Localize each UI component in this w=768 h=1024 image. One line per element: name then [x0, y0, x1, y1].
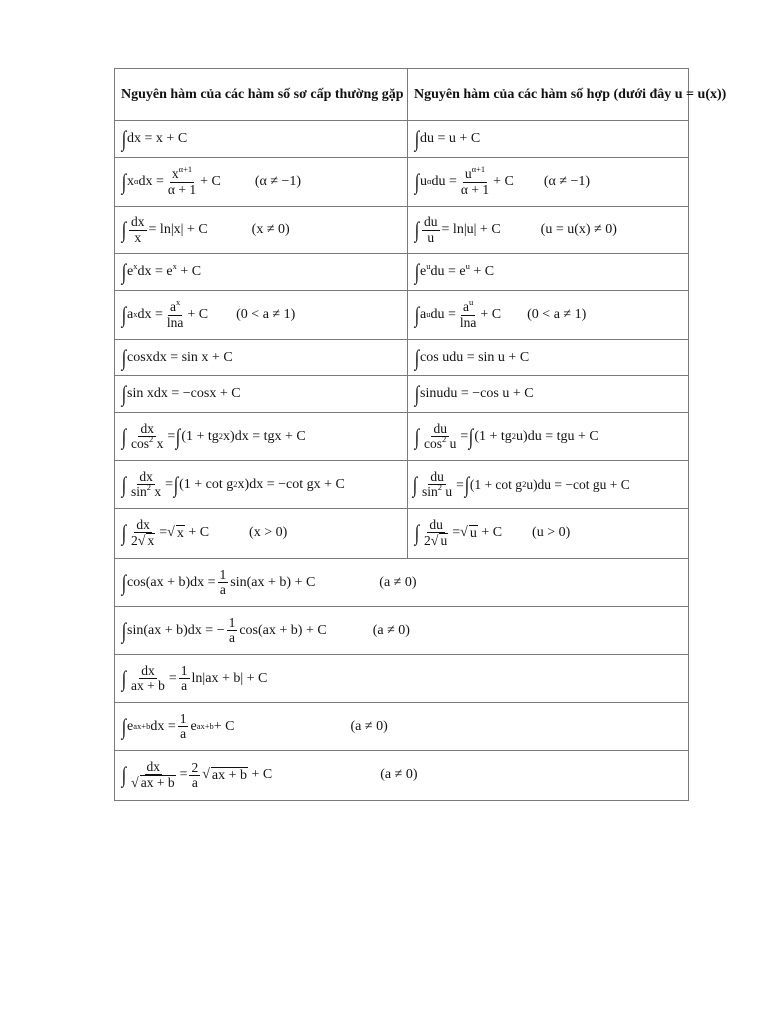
- formula-exp-linear: ∫ e $^{ax+b}$ dx = $\frac{1}{a}$ e $^{ax+b}$ + C (a ≠ 0): [115, 703, 689, 751]
- table-row: [115, 254, 689, 291]
- table-row: [115, 559, 689, 607]
- condition-label: (x > 0): [249, 525, 288, 541]
- formula-inv-sqrt-u: ∫ $\frac{du}{2√ u}$ = √ u + C (u > 0): [408, 509, 689, 559]
- condition-label: (0 < a ≠ 1): [527, 307, 587, 322]
- condition-label: (α ≠ −1): [543, 174, 591, 189]
- formula-sin-linear: ∫ sin(ax + b)dx = − $\frac{1}{a}$ cos(ax + b) + C (a ≠ 0): [115, 607, 689, 655]
- formula-ax: ∫ a $^x$ dx = $\frac{a^x}{\ln a}$ + C (0 < a ≠ 1): [115, 291, 408, 340]
- formula-reciprocal-u: ∫ $\frac{du}{u}$ = ln|u| + C (u = u(x) ≠ 0): [408, 207, 689, 254]
- condition-label: (u = u(x) ≠ 0): [540, 222, 617, 237]
- condition-label: (u > 0): [532, 525, 571, 541]
- formula-exp-x: $\int e^xdx = e^x + C$: [115, 254, 408, 291]
- formula-au: ∫ a $^u$ du = $\frac{a^u}{\ln a}$ + C (0 < a ≠ 1): [408, 291, 689, 340]
- condition-label: (a ≠ 0): [350, 718, 388, 734]
- formula-du: ∫du = u + C: [408, 121, 689, 158]
- formula-csc2-x: ∫ $\frac{dx}{\sin^2 x}$ = ∫ (1 + cot g $^2$ x)dx = −cot gx + C: [115, 461, 408, 509]
- formula-power-u: ∫ u $^\alpha$ du = $\frac{u^{\alpha+1}}{\alpha + 1}$ + C (α ≠ −1): [408, 158, 689, 207]
- formula-sec2-u: ∫ $\frac{du}{\cos^2 u}$ = ∫ (1 + tg $^2$ u)du = tgu + C: [408, 413, 689, 461]
- formula-csc2-u: ∫ $\frac{du}{\sin^2 u}$ = ∫ (1 + cot g $^2$ u)du = −cot gu + C: [408, 461, 689, 509]
- formula-exp-u: $\int e^udu = e^u + C$: [408, 254, 689, 291]
- table-row: [115, 751, 689, 801]
- formula-sec2-x: ∫ $\frac{dx}{\cos^2 x}$ = ∫ (1 + tg $^2$ x)dx = tgx + C: [115, 413, 408, 461]
- formula-inv-sqrt-linear: ∫ $\frac{dx}{√ ax + b}$ = $\frac{2}{a}$ √ ax + b + C (a ≠ 0): [115, 751, 689, 801]
- table-header-row: [115, 69, 689, 121]
- formula-reciprocal-x: ∫ $\frac{dx}{x}$ = ln|x| + C (x ≠ 0): [115, 207, 408, 254]
- formula-dx: ∫dx = x + C: [115, 121, 408, 158]
- formula-cos-x: ∫cosxdx = sin x + C: [115, 340, 408, 376]
- formula-sin-x: ∫sin xdx = −cosx + C: [115, 376, 408, 413]
- table-row: [115, 207, 689, 254]
- table-row: [115, 655, 689, 703]
- table-row: [115, 376, 689, 413]
- formula-cos-linear: ∫ cos(ax + b)dx = $\frac{1}{a}$ sin(ax + b) + C (a ≠ 0): [115, 559, 689, 607]
- formula-inv-sqrt-x: ∫ $\frac{dx}{2√ x}$ = √ x + C (x > 0): [115, 509, 408, 559]
- condition-label: (a ≠ 0): [372, 622, 410, 638]
- table-row: [115, 291, 689, 340]
- antiderivative-table: [114, 68, 727, 801]
- formula-power-x: ∫ x $^\alpha$ dx = $\frac{x^{\alpha+1}}{\alpha + 1}$ + C (α ≠ −1): [115, 158, 408, 207]
- condition-label: (x ≠ 0): [251, 222, 290, 237]
- condition-label: (a ≠ 0): [379, 574, 417, 590]
- table-row: [115, 121, 689, 158]
- table-row: [115, 158, 689, 207]
- table-row: [115, 607, 689, 655]
- condition-label: (α ≠ −1): [254, 174, 302, 189]
- condition-label: (a ≠ 0): [380, 767, 418, 783]
- formula-sin-u: ∫sinudu = −cos u + C: [408, 376, 689, 413]
- formula-reciprocal-linear: ∫ $\frac{dx}{ax + b}$ = $\frac{1}{a}$ ln|ax + b| + C: [115, 655, 689, 703]
- table-row: [115, 340, 689, 376]
- table-row: [115, 703, 689, 751]
- formula-cos-u: ∫cos udu = sin u + C: [408, 340, 689, 376]
- table-row: [115, 509, 689, 559]
- table-row: [115, 461, 689, 509]
- table-row: [115, 413, 689, 461]
- header-elementary: Nguyên hàm của các hàm số sơ cấp thường gặp: [115, 69, 408, 121]
- condition-label: (0 < a ≠ 1): [236, 307, 296, 322]
- header-composite: Nguyên hàm của các hàm số hợp (dưới đây u = u(x)): [408, 69, 689, 121]
